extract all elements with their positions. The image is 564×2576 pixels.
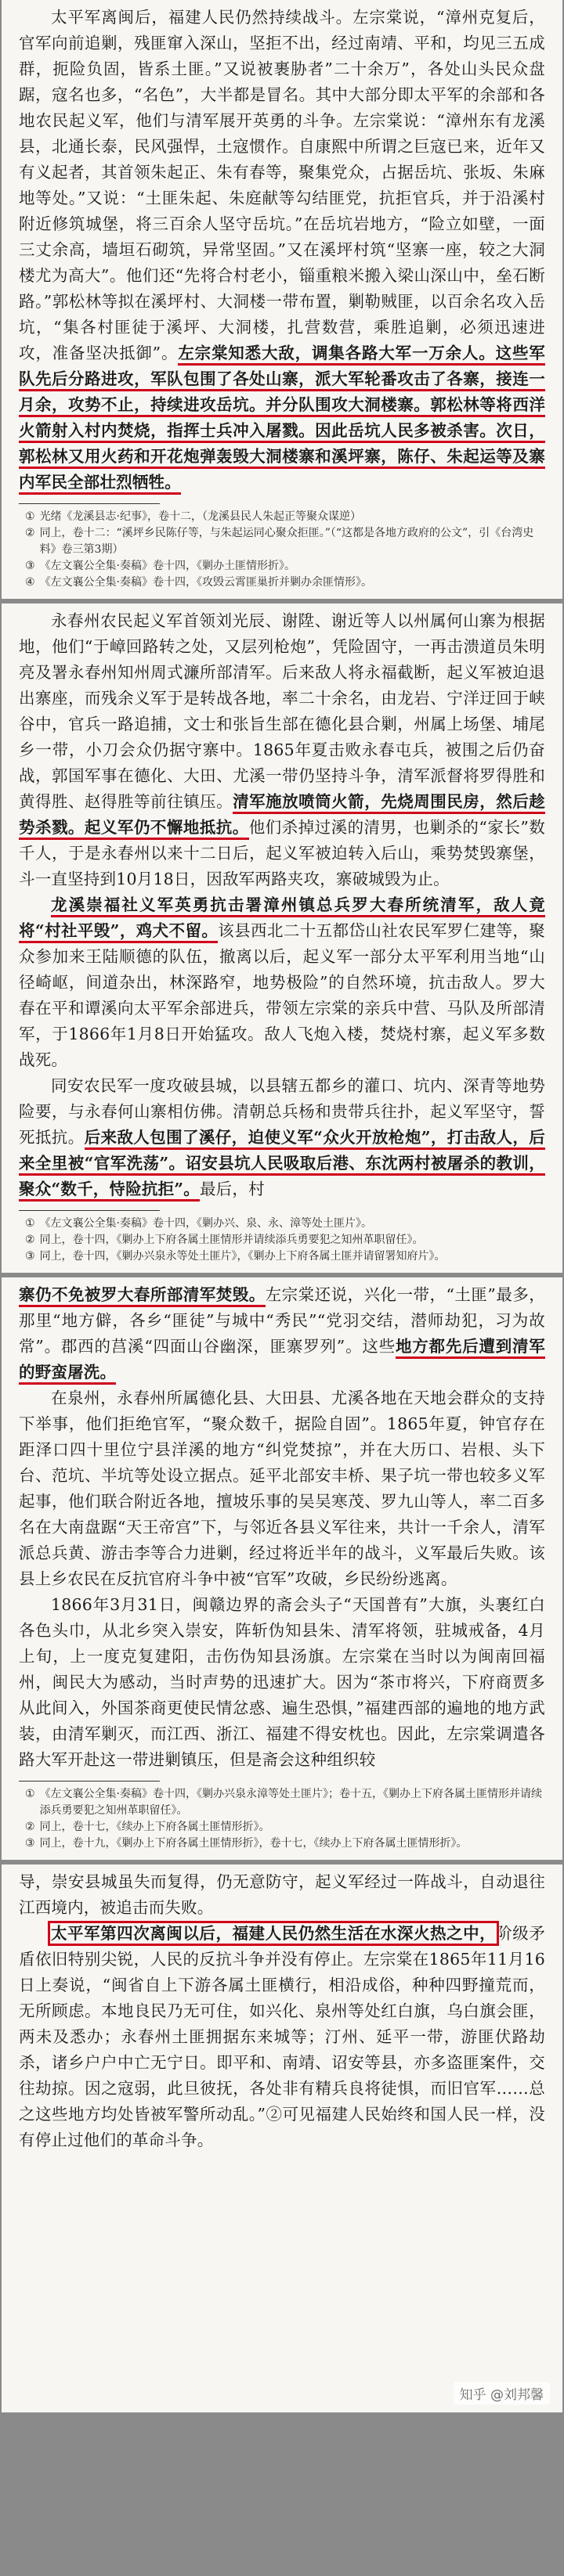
text-run: 该县西北二十五都岱山社农民军罗仁建等，聚众参加来王陆顺德的队伍，撤离以后，起义军一部分太平军利用当地“山径崎岖，间道杂出，林深路窄，地势极险”的自然环境，抗击敌人。罗大春在平和谭溪向太平军余部进兵，带领左宗棠的亲兵中营、马队及所部清军，于1866年1月8日开始猛攻。敌人飞炮入楼，焚烧村寨，起义军多数战死。 [19, 921, 545, 1069]
footnote-number: ② [25, 1821, 35, 1833]
paragraph [19, 1592, 545, 1773]
paragraph [19, 892, 545, 1073]
paragraph [19, 5, 545, 495]
paragraph [19, 1073, 545, 1202]
highlighted-text: 后来敌人包围了溪仔，迫使义军“众火开放枪炮”，打击敌人，后来全里被“官军洗荡”。诏安县坑人民吸取后港、东沈两村被屠杀的教训，聚众“数千，恃险抗拒”。 [19, 1128, 545, 1202]
footnote [19, 525, 545, 558]
footnote-number: ① [25, 1217, 35, 1230]
page-2 [2, 603, 562, 1273]
footnote [19, 1232, 545, 1248]
footnote-number: ③ [25, 1250, 35, 1263]
text-run: 太平军离闽后，福建人民仍然持续战斗。左宗棠说，“漳州克复后，官军向前追剿，残匪窜入深山，坚拒不出，经过南靖、平和，均见三五成群，扼险负固，皆系土匪。”又说被裹胁者”二十余万”，各处山头民众盘踞，寇名也多，“名色”，大半都是冒名。其中大部分即太平军的余部和各地农民起义军，他们与清军展开英勇的斗争。 [19, 8, 545, 130]
footnotes [19, 1786, 545, 1860]
highlighted-text: 寨仍不免被罗大春所部清军焚毁。 [19, 1285, 266, 1307]
footnote-text: 同上，卷十四，《剿办兴泉永等处土匪片》，《剿办上下府各属土匪并请留署知府片》。 [39, 1250, 446, 1263]
footnote-number: ③ [25, 1837, 35, 1850]
text-run: 1866年3月31日，闽赣边界的斋会头子“天国普有”大旗，头裹红白各色头巾，从北乡突入崇安，阵斩伪知县朱、清军将领，驻城戒备，4月上旬，上一度克复建阳，击伤伪知县汤旗。左宗棠在当时以为闽南回福州，闽民大为感动，当时声势的迅速扩大。因为“茶市将兴，下府商贾多从此间入，外国茶商更使民情忿惑、遍生恐惧，”福建西部的遍地的地方武装，由清军剿灭，而江西、浙江、福建不得安枕也。因此，左宗棠调遣各路大军开赴这一带进剿镇压，但是斋会这种组织较 [19, 1595, 545, 1769]
footnote-text: 《左文襄公全集·奏稿》卷十四，《剿办兴泉永漳等处土匪片》；卷十五，《剿办上下府各属土匪情形并请续添兵勇要犯之知州革职留任》。 [39, 1788, 543, 1817]
footnotes [19, 1216, 545, 1273]
footnote-text: 《左文襄公全集·奏稿》卷十四，《剿办土匪情形折》。 [39, 560, 296, 572]
footnote-number: ③ [25, 560, 35, 572]
highlighted-text: 清军施放喷筒火箭，先烧周围民房，然后趁势杀戮。起义军仍不懈地抵抗。 [19, 792, 545, 840]
text-run: 他们杀掉过溪的清男，也剿杀的“家长”数千人，于是永春州以来十二日后，起义军被迫转入后山，乘势焚毁寨堡，斗一直坚持到10月18日，因敌军两路夹攻，寨破城毁为止。 [19, 818, 545, 888]
footnote-text: 同上，卷十四，《剿办上下府各属土匪情形并请续添兵勇要犯之知州革职留任》。 [39, 1234, 424, 1246]
footnote [19, 1836, 545, 1852]
footnote [19, 575, 545, 591]
footnote [19, 1786, 545, 1819]
footnote-text: 同上，卷十九，《剿办上下府各属土匪情形折》，卷十七，《续办上下府各属土匪情形折》。 [39, 1837, 468, 1850]
footnote-divider [19, 503, 160, 504]
footnote-number: ② [25, 527, 35, 539]
footnote-number: ② [25, 1234, 35, 1246]
page-3 [2, 1277, 562, 1860]
highlighted-text: 郭松林等将西洋火箭射入村内焚烧，指挥士兵冲入屠戮。 [19, 395, 545, 443]
highlighted-text: 左宗棠知悉大敌，调集各路大军一万余人。这些军队先后分路进攻，军队包围了各处山寨，派大军轮番攻击了各寨，接连一月余，攻势不止，持续进攻岳坑。 [19, 344, 545, 417]
paragraph [19, 1869, 545, 1921]
text-run: 同安农民军一度攻破县城，以县辖五都乡的灌口、坑内、深青等地势险要，与永春何山寨相仿佛。清朝总兵杨和贵带兵往扑，起义军坚守，誓死抵抗。 [19, 1076, 545, 1147]
text-run: 最后，村 [199, 1180, 265, 1198]
footnote-text: 《左文襄公全集·奏稿》卷十四，《剿办兴、泉、永、漳等处土匪片》。 [39, 1217, 373, 1230]
paragraph [19, 608, 545, 892]
text-run: 永春州农民起义军首领刘光辰、谢陞、谢近等人以州属何山寨为根据地，他们“于嶂回路转之处，又层列枪炮”，凭险固守，一再击溃道员朱明亮及署永春州知州周式濂所部清军。后来敌人将永福截断，起义军被迫退出寨座，而残余义军于是转战各地，率二十余名，由龙岩、宁洋迂回于峡谷中，官兵一路追捕，文士和张旨生部在德化县合剿，州属上场堡、埔尾乡一带，小刀会众仍据守寨中。1865年夏击败永春屯兵，被围之后仍奋战，郭国军事在德化、大田、尤溪一带仍坚持斗争，清军派督将罗得胜和黄得胜、赵得胜等前往镇压。 [19, 611, 545, 811]
page-1 [2, 0, 562, 599]
footnote [19, 1248, 545, 1265]
footnote-number: ① [25, 1788, 35, 1800]
footnote-number: ① [25, 510, 35, 523]
boxed-text: 太平军第四次离闽以后，福建人民仍然生活在水深火热之中， [51, 1924, 497, 1943]
footnote-text: 光绪《龙溪县志·纪事》，卷十二，（龙溪县民人朱起正等聚众谋逆） [39, 510, 362, 523]
footnote [19, 1819, 545, 1836]
footnote-number: ④ [25, 576, 35, 589]
footnote-text: 《左文襄公全集·奏稿》卷十四，《攻毁云霄匪巢折并剿办余匪情形》。 [39, 576, 373, 589]
highlighted-text: 地方都先后遭到清军的野蛮屠洗。 [19, 1337, 545, 1385]
footnotes [19, 509, 545, 599]
page-4 [2, 1864, 562, 2412]
footnote [19, 1216, 545, 1232]
highlighted-text: 并分队围攻大洞楼寨。 [266, 395, 430, 417]
paragraph [19, 1282, 545, 1385]
highlighted-text: 龙溪崇福社义军英勇抗击署漳州镇总兵罗大春所统清军，敌人竟将“村社平毁”，鸡犬不留。 [19, 895, 545, 943]
paragraph [19, 1921, 545, 2153]
text-run: 导，崇安县城虽失而复得，仍无意防守，起义军经过一阵战斗，自动退往江西境内，被追击而失败。 [19, 1872, 545, 1917]
paragraph [19, 1385, 545, 1592]
text-run: 左宗棠还说，兴化一带，“土匪”最多，那里“地方僻，各乡“匪徒”与城中“秀民”“党羽交结，潜师劫犯，习为故常”。郡西的莒溪“四面山谷幽深，匪寨罗列”。这些 [19, 1285, 546, 1356]
footnote-text: 同上，卷十二：“溪坪乡民陈仔等，与朱起运同心聚众拒匪。”（“这都是各地方政府的公文”，引《台湾史料》卷三第3期） [39, 527, 534, 556]
text-run: 左宗棠说：“漳州东有龙溪县，北通长泰，民风强悍，土寇惯作。自康熙中所谓之巨寇已来，近年又有义起者，其首领朱起正、朱有春等，聚集党众，占据岳坑、张坂、朱麻地等处。”又说：“土匪朱起、朱庭献等勾结匪党，抗拒官兵，并于沿溪村附近修筑城堡，将三百余人坚守岳坑。” [19, 111, 545, 233]
footnote-divider [19, 1210, 160, 1211]
text-run: 在泉州，永春州所属德化县、大田县、尤溪各地在天地会群众的支持下举事，他们拒绝官军，“聚众数千，据险自固”。1865年夏，钟官存在距泽口四十里位宁县洋溪的地方“纠党焚掠”，并在大历口、岩根、头下台、范坑、半坑等处设立据点。延平北部安丰桥、果子坑一带也较多义军起事，他们联合附近各地，擅坡乐事的吴吴寒茂、罗九山等人，率二百多名在大南盘踞“天王帝宫”下，与邻近各县义军往来，共计一千余人，清军派总兵黄、游击李等合力进剿，经过将近半年的战斗，义军最后失败。该县上乡农民在反抗官府斗争中被“官军”攻破，乡民纷纷逃离。 [19, 1389, 545, 1588]
footnote [19, 509, 545, 525]
text-run: 阶级矛盾依旧特别尖锐，人民的反抗斗争并没有停止。左宗棠在1865年11月16日上奏说，“闽省自上下游各属土匪横行，相沿成俗，种种四野撞荒而，无所顾虑。本地良民乃无可住，如兴化、泉州等处红白旗，乌白旗会匪，两未及悉办；永春州土匪拥据东来城等；汀州、延平一带，游匪伏路劫杀，诸乡户户中亡无宁日。即平和、南靖、诏安等县，亦多盗匪案件，交往劫掠。因之寇弱，此旦彼抚，各处非有精兵良将徒惧，而旧官军……总之这些地方均处皆被军警所动乱。”②可见福建人民始终和国人民一样，没有停止过他们的革命斗争。 [19, 1924, 545, 2149]
text-run: 在岳坑岩地方，“险立如壁，一面三丈余高，墙垣石砌筑，异常坚固。”又在溪坪村筑“坚寨一座，较之大洞楼尤为高大”。他们还“先将合村老小，锱重粮米搬入梁山深山中，垒石断路。”郭松林等拟在溪坪村、大洞楼一带布置，剿勒贼匪，以百余名攻入岳坑，“集各村匪徒于溪坪、大洞楼，扎营数营，乘胜追剿，必须迅速进攻，准备坚决抵御”。 [19, 214, 545, 362]
highlighted-text: 因此岳坑人民多被杀害。次日，郭松林又用火药和开花炮弹轰毁大洞楼寨和溪坪寨，陈仔、朱起运等及寨内军民全部壮烈牺牲。 [19, 421, 545, 495]
footnote-divider [19, 1781, 160, 1782]
footnote [19, 558, 545, 575]
watermark: 知乎 @刘邦馨 [454, 2382, 550, 2405]
footnote-text: 同上，卷十七，《续办上下府各属土匪情形折》。 [39, 1821, 270, 1833]
